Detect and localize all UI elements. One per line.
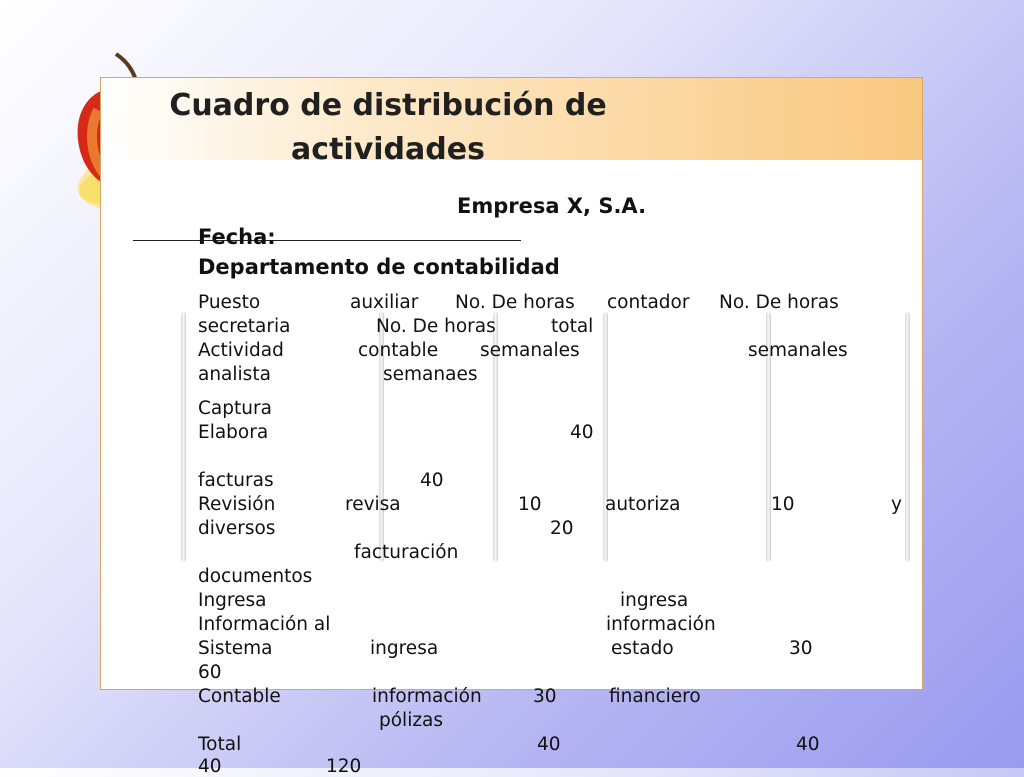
cell: 40: [198, 756, 222, 777]
cell: 120: [326, 756, 362, 777]
company-name: Empresa X, S.A.: [457, 194, 647, 218]
cell: facturas: [198, 470, 274, 491]
cell: 60: [198, 662, 222, 683]
cell: revisa: [345, 494, 401, 515]
cell: 40: [420, 470, 444, 491]
cell: 10: [518, 494, 542, 515]
cell: semanales: [748, 340, 848, 361]
title-line-2: actividades: [291, 132, 485, 167]
cell: No. De horas: [455, 292, 575, 313]
cell: y: [891, 494, 902, 515]
cell: No. De horas: [376, 316, 496, 337]
cell: No. De horas: [719, 292, 839, 313]
cell: auxiliar: [350, 292, 419, 313]
cell: semanaes: [383, 364, 478, 385]
cell: ingresa: [370, 638, 439, 659]
title-line-1: Cuadro de distribución de: [169, 88, 607, 123]
column-divider: [181, 312, 186, 562]
cell: pólizas: [379, 710, 444, 731]
cell: Actividad: [198, 340, 284, 361]
cell: contador: [607, 292, 690, 313]
cell: Captura: [198, 398, 272, 419]
cell: Elabora: [198, 422, 269, 443]
cell: Sistema: [198, 638, 273, 659]
department-label: Departamento de contabilidad: [198, 255, 560, 279]
cell: facturación: [354, 542, 459, 563]
cell: financiero: [609, 686, 701, 707]
cell: 10: [771, 494, 795, 515]
column-divider: [603, 312, 608, 562]
cell: 30: [533, 686, 557, 707]
cell: secretaria: [198, 316, 291, 337]
slide-title: [100, 84, 1024, 172]
fecha-underline: [133, 240, 521, 241]
cell: analista: [198, 364, 271, 385]
cell: información: [606, 614, 716, 635]
cell: contable: [358, 340, 439, 361]
cell: documentos: [198, 566, 313, 587]
cell: información: [372, 686, 482, 707]
cell: diversos: [198, 518, 276, 539]
cell: estado: [611, 638, 674, 659]
cell: 20: [550, 518, 574, 539]
cell: 40: [796, 734, 820, 755]
cell: Total: [198, 734, 242, 755]
cell: 40: [537, 734, 561, 755]
cell: Ingresa: [198, 590, 267, 611]
cell: 40: [570, 422, 594, 443]
cell: ingresa: [620, 590, 689, 611]
column-divider: [905, 312, 910, 562]
cell: semanales: [480, 340, 580, 361]
cell: Contable: [198, 686, 281, 707]
cell: autoriza: [605, 494, 681, 515]
cell: Información al: [198, 614, 331, 635]
cell: Revisión: [198, 494, 276, 515]
cell: total: [551, 316, 594, 337]
cell: 30: [789, 638, 813, 659]
fecha-label: Fecha:: [198, 225, 276, 249]
cell: Puesto: [198, 292, 261, 313]
